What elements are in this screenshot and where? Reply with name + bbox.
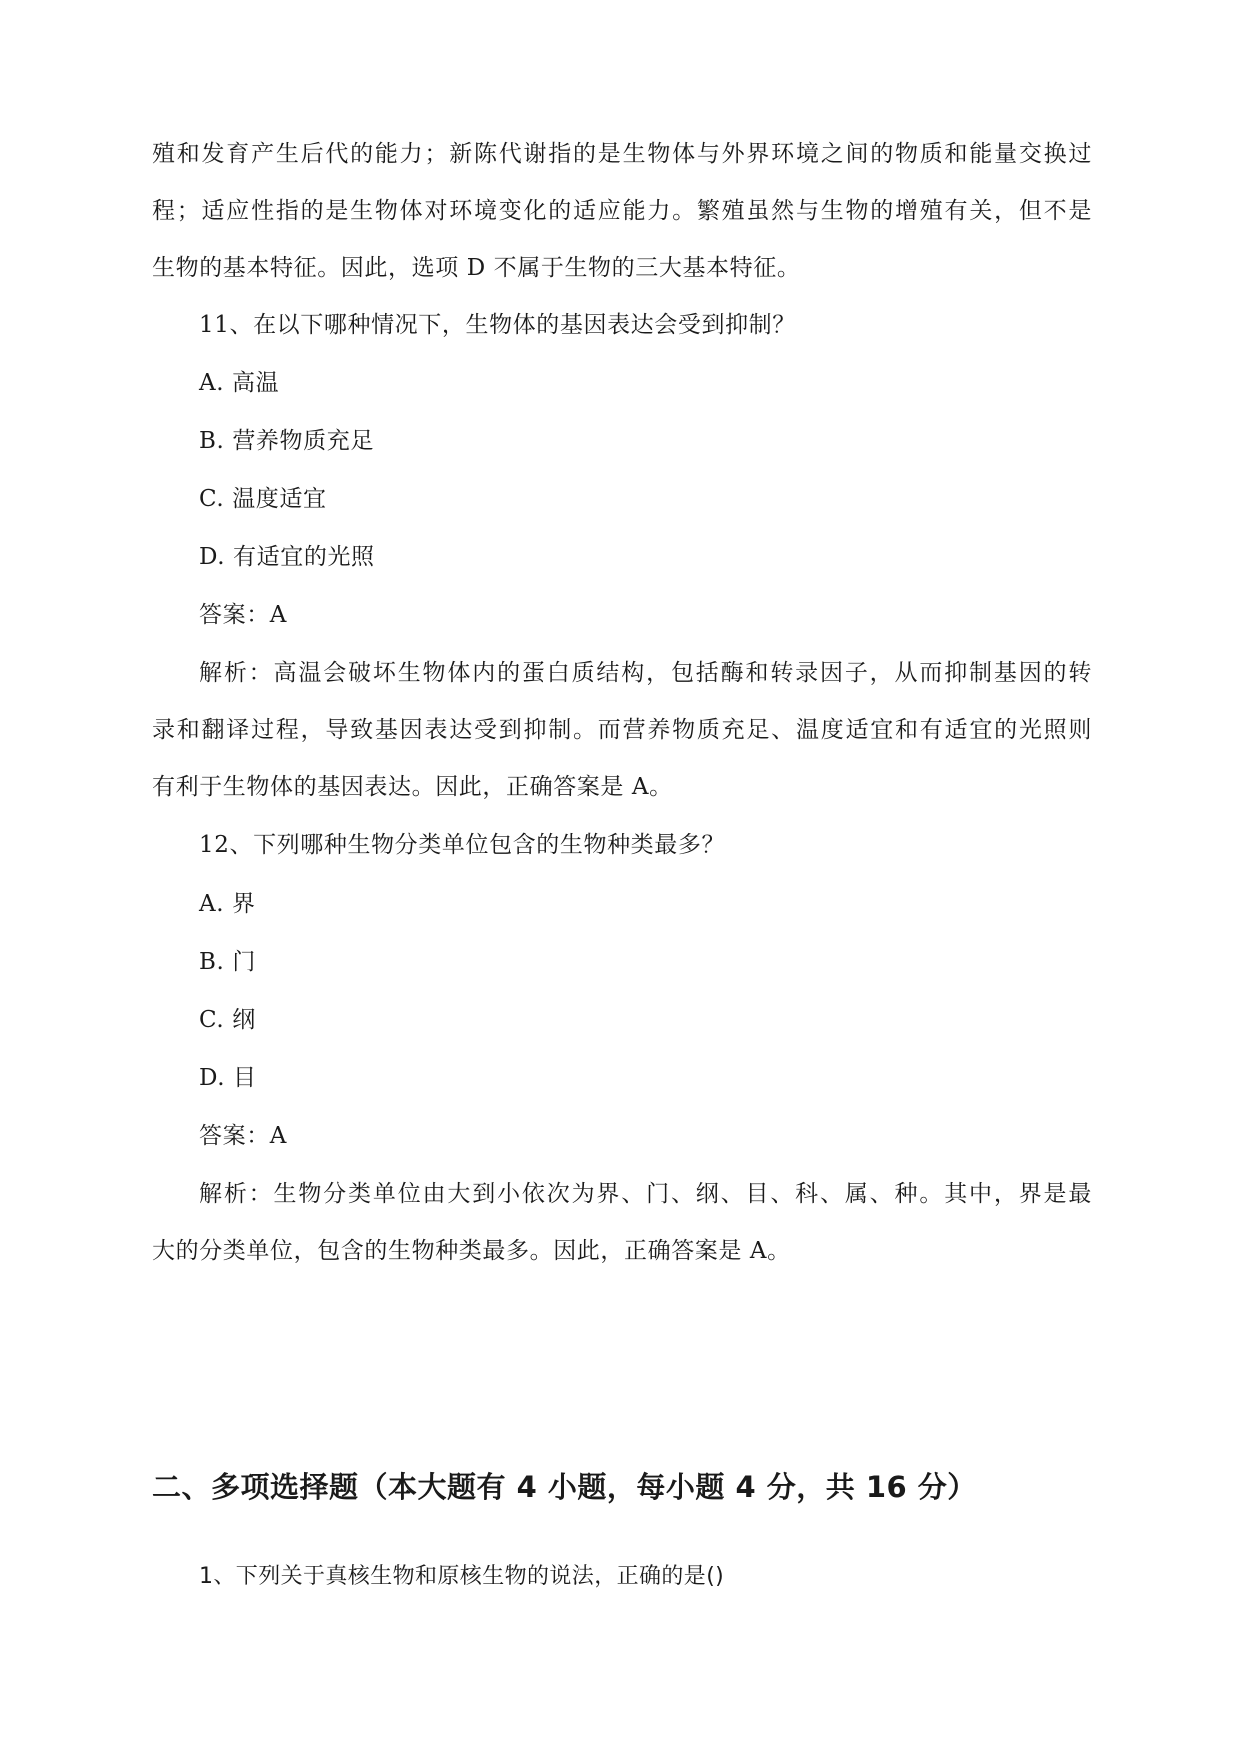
q12-option-b: B. 门 [199,949,256,975]
paragraph-line: 程；适应性指的是生物体对环境变化的适应能力。繁殖虽然与生物的增殖有关，但不是 [152,198,1092,224]
q12-option-a: A. 界 [199,891,256,917]
q11-option-a: A. 高温 [199,370,280,396]
q12-answer: 答案：A [199,1123,288,1149]
paragraph-line: 殖和发育产生后代的能力；新陈代谢指的是生物体与外界环境之间的物质和能量交换过 [152,141,1092,167]
q12-option-c: C. 纲 [199,1007,256,1033]
q11-option-d: D. 有适宜的光照 [199,544,375,570]
q11-answer: 答案：A [199,602,288,628]
q12-analysis-line: 解析：生物分类单位由大到小依次为界、门、纲、目、科、属、种。其中，界是最 [199,1181,1092,1207]
question-12: 12、下列哪种生物分类单位包含的生物种类最多？ [199,832,726,858]
q11-option-b: B. 营养物质充足 [199,428,374,454]
q11-analysis-line: 解析：高温会破坏生物体内的蛋白质结构，包括酶和转录因子，从而抑制基因的转 [199,660,1092,686]
section-heading: 二、多项选择题（本大题有 4 小题，每小题 4 分，共 16 分） [152,1470,977,1504]
q11-analysis-line: 有利于生物体的基因表达。因此，正确答案是 A。 [152,774,673,800]
q11-analysis-line: 录和翻译过程，导致基因表达受到抑制。而营养物质充足、温度适宜和有适宜的光照则 [152,717,1092,743]
q12-option-d: D. 目 [199,1065,257,1091]
q11-option-c: C. 温度适宜 [199,486,327,512]
paragraph-line: 生物的基本特征。因此，选项 D 不属于生物的三大基本特征。 [152,255,801,281]
q12-analysis-line: 大的分类单位，包含的生物种类最多。因此，正确答案是 A。 [152,1238,791,1264]
multi-choice-question-1: 1、下列关于真核生物和原核生物的说法，正确的是() [199,1564,725,1589]
question-11: 11、在以下哪种情况下，生物体的基因表达会受到抑制？ [199,312,796,338]
